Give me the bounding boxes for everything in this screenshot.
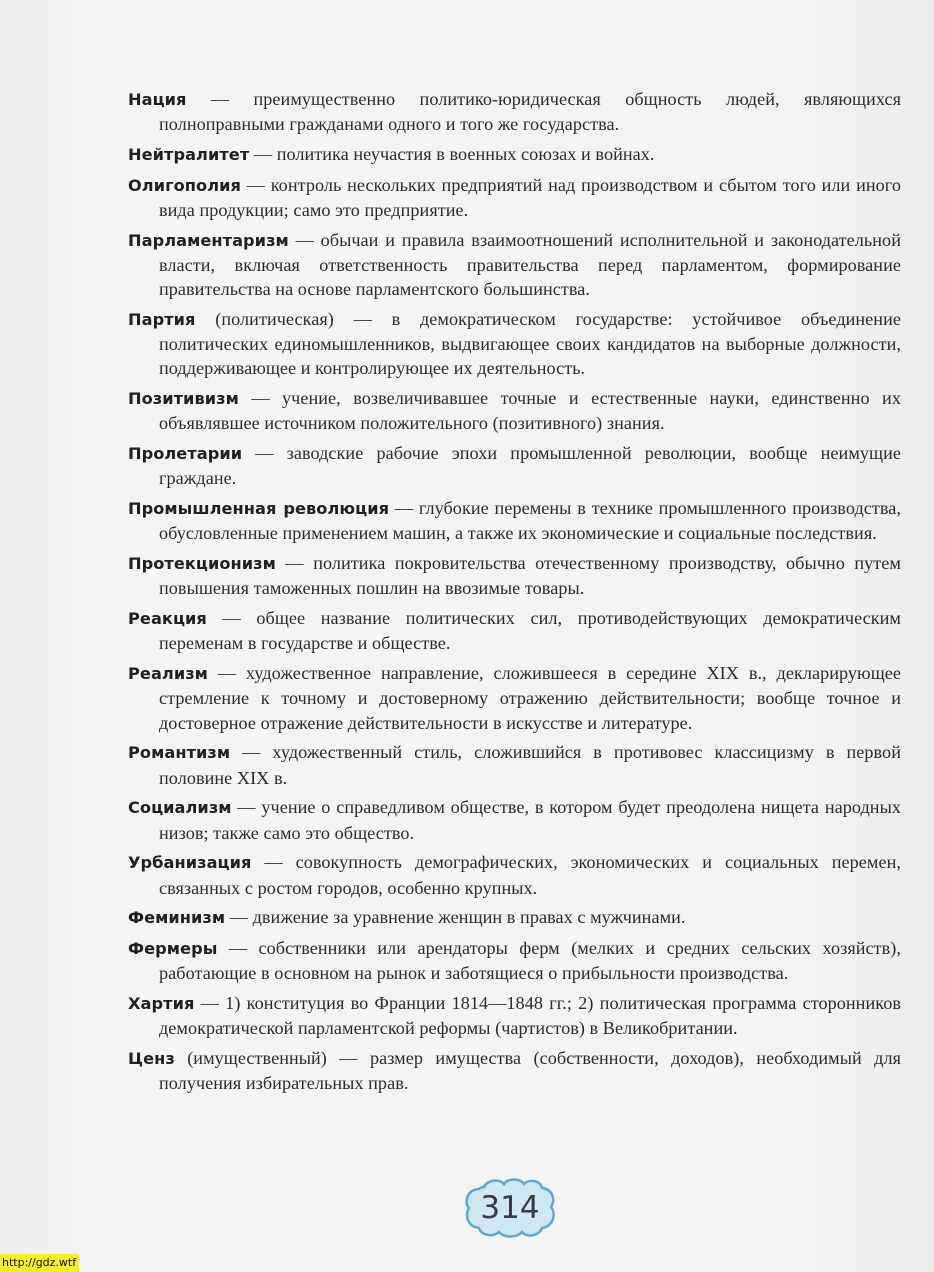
glossary-definition: — контроль нескольких предприятий над производством и сбытом того или иного вида продукции; само это предприятие. [159,174,901,220]
glossary-term: Реализм [128,664,208,684]
glossary-entry [128,173,901,222]
glossary-entry [128,740,901,789]
glossary-entry [128,228,901,302]
glossary-definition: — учение о справедливом обществе, в котором будет преодолена нищета народных низов; также само это общество. [159,797,901,843]
glossary-entry [128,795,901,844]
glossary-entry [128,850,901,899]
glossary-definition: — учение, возвеличивавшее точные и естественные науки, единственно их объявлявшее источником положительного (позитивного) знания. [159,388,901,434]
glossary-term: Романтизм [128,743,231,763]
glossary-entry [128,87,901,136]
glossary-term: Ценз [128,1049,175,1069]
glossary-entry [128,551,901,600]
glossary-term: Парламентаризм [128,230,289,250]
glossary-term: Социализм [128,798,232,818]
watermark-url: http://gdz.wtf [0,1254,79,1272]
glossary-entry [128,936,901,985]
glossary-definition: — политика покровительства отечественному производству, обычно путем повышения таможенных пошлин на ввозимые товары. [159,553,901,599]
glossary-term: Промышленная революция [128,499,390,519]
glossary-definition: — общее название политических сил, противодействующих демократическим переменам в государстве и обществе. [159,608,901,654]
glossary-entry [128,661,901,735]
glossary-term: Хартия [128,994,195,1014]
glossary-term: Позитивизм [128,389,239,409]
glossary-term: Фермеры [128,939,218,959]
glossary-definition: — политика неучастия в военных союзах и войнах. [249,144,655,164]
glossary-term: Нация [128,90,187,109]
glossary-definition: — заводские рабочие эпохи промышленной революции, вообще неимущие граждане. [159,443,901,489]
glossary-entry [128,496,901,545]
glossary-definition: — художественное направление, сложившееся в середине XIX в., декларирующее стремление к точному и достоверному отражению действительности; вообще точное и достоверное отражение действительности в искусстве и литературе. [159,663,901,733]
glossary-definition: — движение за уравнение женщин в правах с мужчинами. [225,907,686,928]
glossary-entry [128,386,901,435]
glossary-list [128,87,901,1101]
glossary-term: Пролетарии [128,444,243,464]
page-number-badge [462,1177,558,1239]
glossary-term: Партия [128,310,196,329]
glossary-term: Протекционизм [128,554,276,574]
glossary-entry [128,307,901,381]
glossary-definition: (имущественный) — размер имущества (собственности, доходов), необходимый для получения избирательных прав. [159,1048,901,1094]
glossary-definition: — 1) конституция во Франции 1814—1848 гг.; 2) политическая программа сторонников демократической парламентской реформы (чартистов) в Великобритании. [159,993,901,1039]
glossary-definition: — совокупность демографических, экономических и социальных перемен, связанных с ростом городов, особенно крупных. [159,852,901,898]
glossary-definition: — художественный стиль, сложившийся в противовес классицизму в первой половине XIX в. [159,742,901,788]
glossary-term: Урбанизация [128,853,252,873]
glossary-term: Реакция [128,609,207,629]
glossary-entry [128,606,901,655]
glossary-definition: — обычаи и правила взаимоотношений исполнительной и законодательной власти, включая ответственность правительства перед парламентом, формирование правительства на основе парламентского большинства. [159,229,901,300]
glossary-term: Феминизм [128,908,226,928]
glossary-term: Нейтралитет [128,145,250,164]
glossary-entry [128,991,901,1040]
glossary-definition: — глубокие перемены в технике промышленного производства, обусловленные применением машин, а также их экономические и социальные последствия. [159,498,901,544]
glossary-entry [128,905,901,930]
glossary-entry [128,1046,901,1095]
glossary-term: Олигополия [128,175,241,195]
glossary-definition: — собственники или арендаторы ферм (мелких и средних сельских хозяйств), работающие в основном на рынок и заботящиеся о прибыльности производства. [159,938,901,984]
glossary-definition: (политическая) — в демократическом государстве: устойчивое объединение политических единомышленников, выдвигающее своих кандидатов на выборные должности, поддерживающее и контролирующее их деятельность. [159,309,901,379]
page-number: 314 [480,1190,540,1226]
glossary-entry [128,441,901,490]
glossary-definition: — преимущественно политико-юридическая общность людей, являющихся полноправными гражданами одного и того же государства. [159,89,901,135]
glossary-entry [128,142,901,167]
